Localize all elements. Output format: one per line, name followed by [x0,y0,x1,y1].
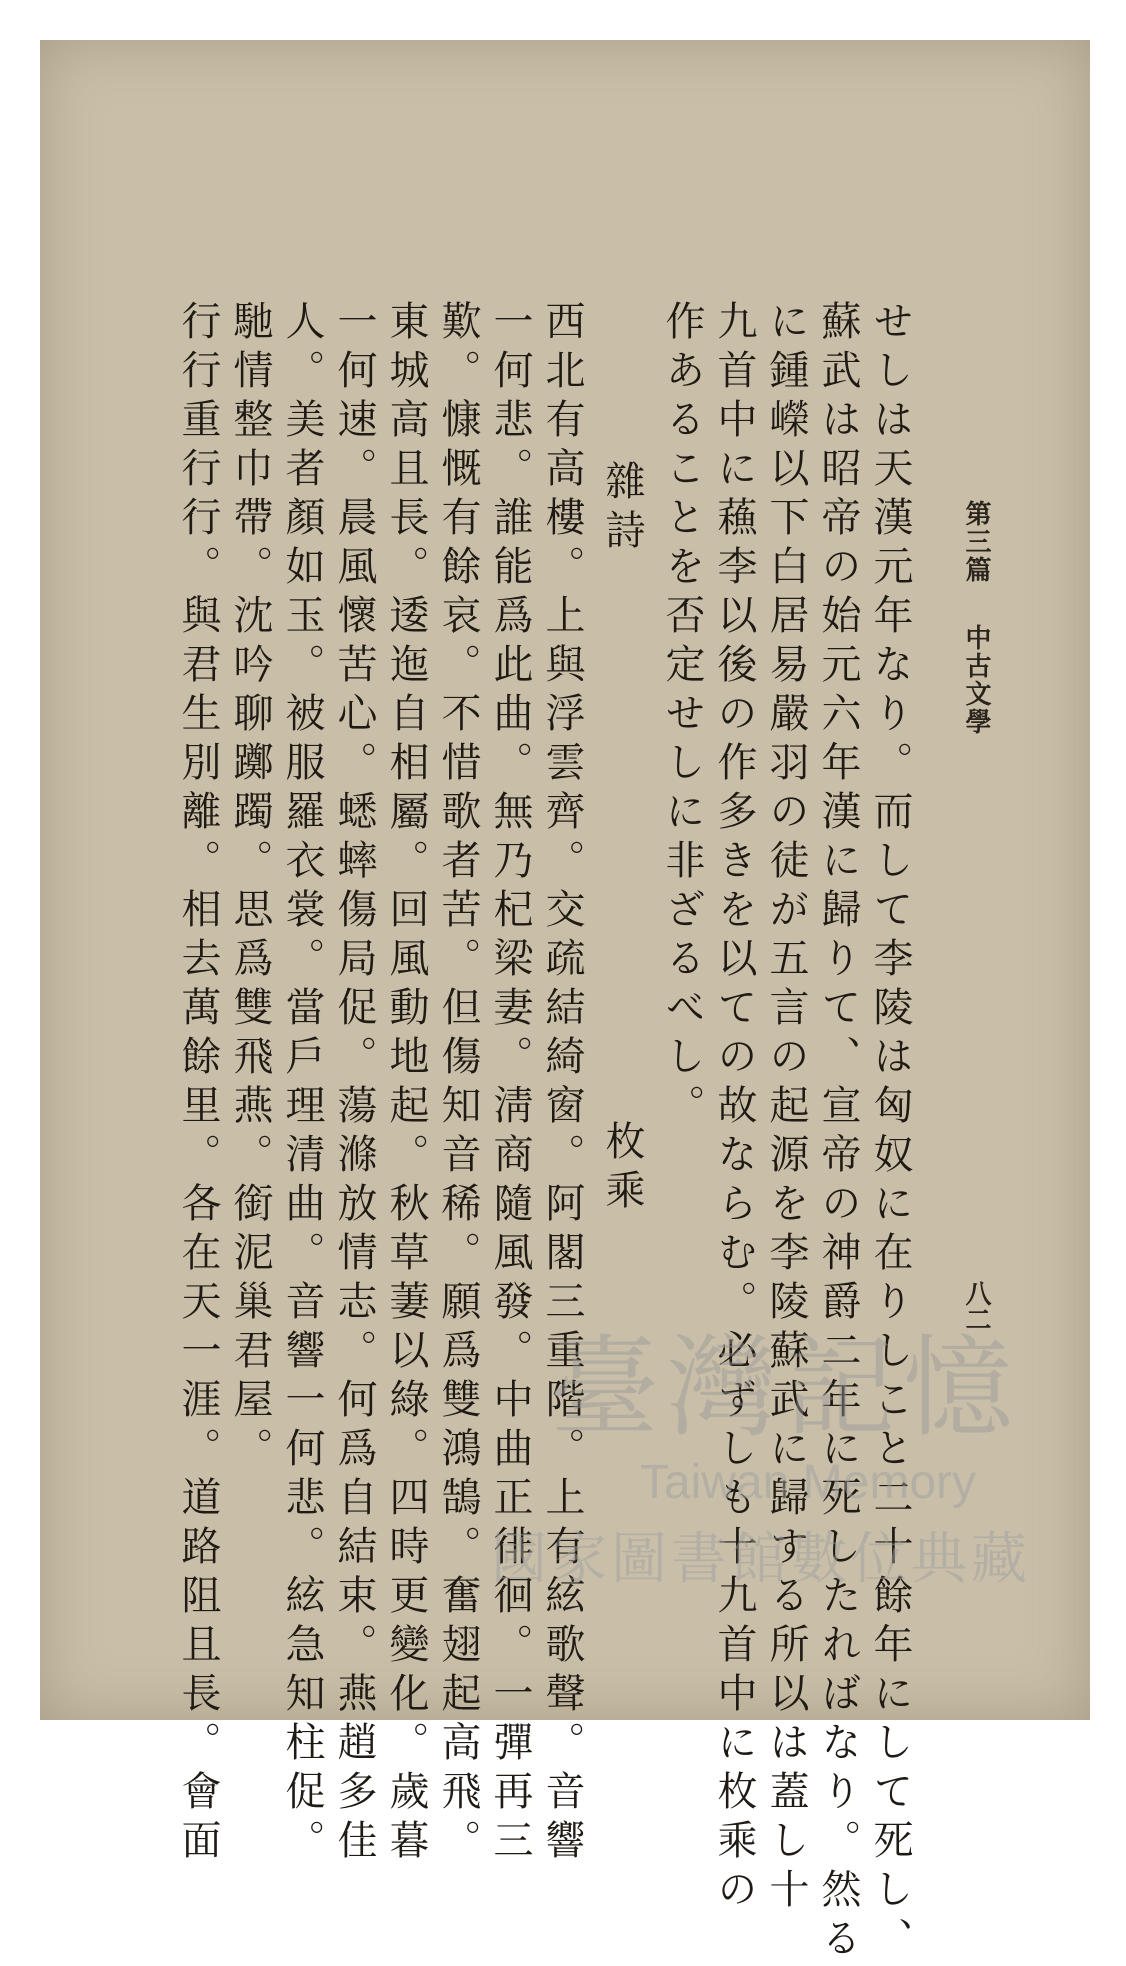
poem-line-2: 一何悲。誰能爲此曲。無乃杞梁妻。淸商隨風發。中曲正徘徊。一彈再三 [487,300,533,1868]
prose-line-2: 蘇武は昭帝の始元六年漢に歸りて、宣帝の神爵二年に死したればなり。然る [815,300,861,1966]
chapter-title: 中古文學 [961,624,991,736]
poem-line-8: 行行重行行。與君生別離。相去萬餘里。各在天一涯。道路阻且長。會面 [175,300,221,1868]
poem-line-1: 西北有高樓。上與浮雲齊。交疏結綺窗。阿閣三重階。上有絃歌聲。音響 [539,300,585,1868]
poem-author: 枚乘 [599,1120,645,1218]
page-number: 八二 [961,1280,991,1332]
prose-line-3: に鍾嶸以下白居易嚴羽の徒が五言の起源を李陵蘇武に歸する所以は蓋し十 [763,300,809,1917]
prose-line-4: 九首中に蘓李以後の作多きを以ての故ならむ。必ずしも十九首中に枚乘の [711,300,757,1917]
running-header [958,500,995,736]
prose-line-5: 作あることを否定せしに非ざるべし。 [659,300,705,1133]
poem-title: 雜詩 [599,460,645,558]
poem-line-6: 人。美者顏如玉。被服羅衣裳。當戶理清曲。音響一何悲。絃急知柱促。 [279,300,325,1868]
prose-line-1: せしは天漢元年なり。而して李陵は匈奴に在りしこと二十餘年にして死し、 [867,300,913,1966]
chapter-label: 第三篇 [961,500,991,584]
watermark-english: Taiwan Memory [639,1456,976,1509]
poem-line-5: 一何速。晨風懷苦心。蟋蟀傷局促。蕩滌放情志。何爲自結束。燕趙多佳 [331,300,377,1868]
watermark-script-logo: 臺灣記憶 [549,1324,1021,1452]
poem-line-4: 東城高且長。逶迤自相屬。回風動地起。秋草萋以綠。四時更變化。歲暮 [383,300,429,1868]
poem-line-7: 馳情整巾帶。沈吟聊躑躅。思爲雙飛燕。銜泥巢君屋。 [227,300,273,1476]
watermark-library: 國家圖書館數位典藏 [491,1527,1031,1592]
poem-line-3: 歎。慷慨有餘哀。不惜歌者苦。但傷知音稀。願爲雙鴻鵠。奮翅起高飛。 [435,300,481,1868]
